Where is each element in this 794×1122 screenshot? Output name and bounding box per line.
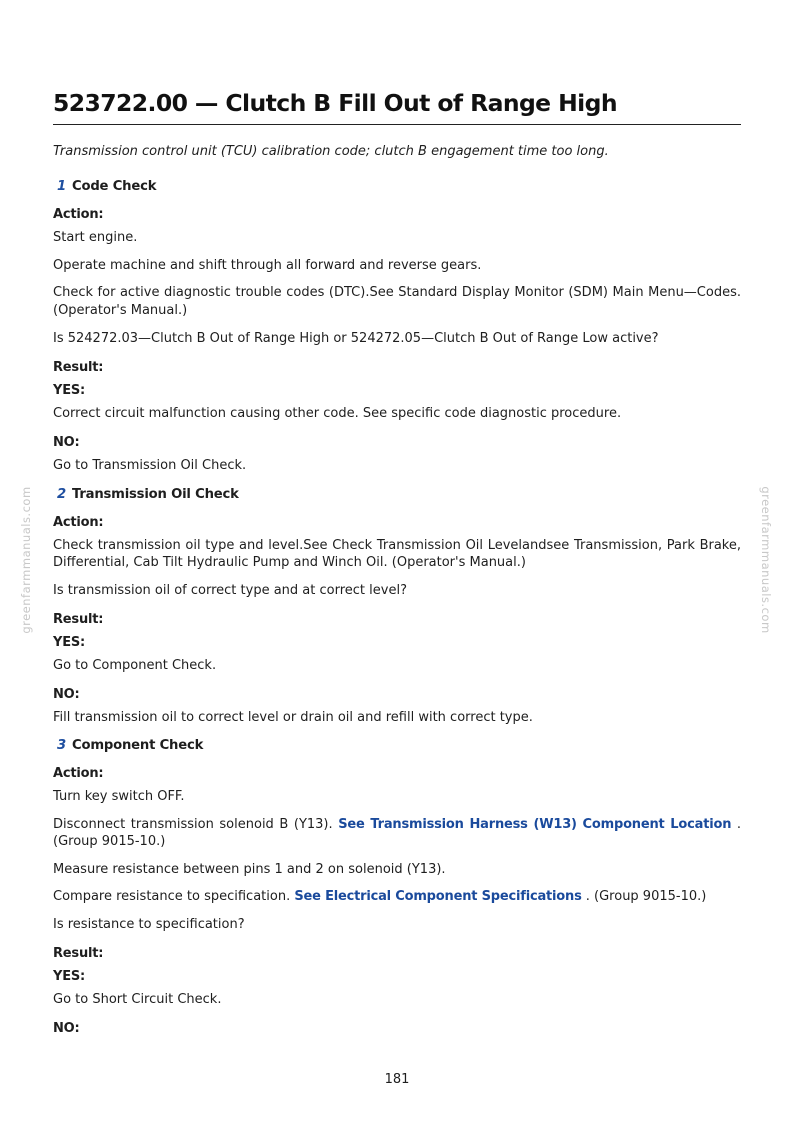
watermark-right: greenfarmmanuals.com	[759, 486, 773, 634]
action-text-lead: Disconnect transmission solenoid B (Y13).	[53, 816, 333, 832]
action-text: Operate machine and shift through all forward and reverse gears.	[53, 257, 482, 273]
action-label: Action:	[53, 766, 104, 781]
yes-label: YES:	[53, 382, 86, 398]
step-2-heading	[53, 486, 741, 503]
action-text-lead: Compare resistance to specification.	[53, 889, 291, 904]
step-title: Code Check	[71, 179, 157, 194]
yes-text: Go to Component Check.	[53, 658, 217, 673]
action-question: Is transmission oil of correct type and at correct level?	[53, 582, 407, 598]
no-text: Go to Transmission Oil Check.	[53, 458, 247, 473]
page-subtitle: Transmission control unit (TCU) calibration code; clutch B engagement time too long.	[53, 144, 609, 159]
no-label: NO:	[53, 435, 80, 450]
result-label: Result:	[53, 359, 104, 375]
yes-text: Correct circuit malfunction causing other code. See specific code diagnostic procedure.	[53, 405, 622, 421]
step-number: 3	[57, 738, 66, 753]
document-page	[53, 86, 741, 1037]
action-text	[53, 888, 741, 906]
action-text: Check transmission oil type and level.See Check Transmission Oil Levelandsee Transmission, Park Brake, Differential, Cab Tilt Hydraulic Pump and Winch Oil. (Operator's Manual.)	[53, 537, 741, 570]
action-text: Turn key switch OFF.	[53, 789, 185, 804]
yes-text: Go to Short Circuit Check.	[53, 992, 222, 1007]
no-label: NO:	[53, 1020, 80, 1036]
action-text: Measure resistance between pins 1 and 2 on solenoid (Y13).	[53, 861, 446, 877]
result-label: Result:	[53, 612, 104, 627]
no-text: Fill transmission oil to correct level or drain oil and refill with correct type.	[53, 709, 533, 725]
step-number: 2	[57, 486, 66, 502]
step-number: 1	[57, 179, 66, 194]
action-question: Is resistance to specification?	[53, 916, 245, 932]
harness-location-link[interactable]: See Transmission Harness (W13) Component Location	[338, 816, 732, 832]
step-title: Transmission Oil Check	[71, 486, 239, 502]
page-title: 523722.00 — Clutch B Fill Out of Range High	[53, 86, 741, 125]
watermark-left: greenfarmmanuals.com	[19, 486, 33, 634]
action-label: Action:	[53, 207, 104, 222]
yes-label: YES:	[53, 635, 86, 650]
action-text	[53, 816, 741, 851]
action-text-tail: . (Group 9015-10.)	[53, 816, 741, 849]
action-text: Start engine.	[53, 230, 138, 245]
step-1-heading	[53, 178, 741, 195]
action-text: Check for active diagnostic trouble codes (DTC).See Standard Display Monitor (SDM) Main Menu—Codes. (Operator's Manual.)	[53, 285, 741, 318]
step-3-heading	[53, 737, 741, 754]
yes-label: YES:	[53, 969, 86, 984]
result-label: Result:	[53, 946, 104, 961]
action-text-tail: . (Group 9015-10.)	[585, 889, 707, 904]
no-label: NO:	[53, 686, 80, 702]
step-title: Component Check	[71, 738, 204, 753]
electrical-specs-link[interactable]: See Electrical Component Specifications	[294, 889, 582, 904]
page-number: 181	[384, 1072, 410, 1087]
action-label: Action:	[53, 514, 104, 530]
action-question: Is 524272.03—Clutch B Out of Range High or 524272.05—Clutch B Out of Range Low active?	[53, 331, 659, 346]
